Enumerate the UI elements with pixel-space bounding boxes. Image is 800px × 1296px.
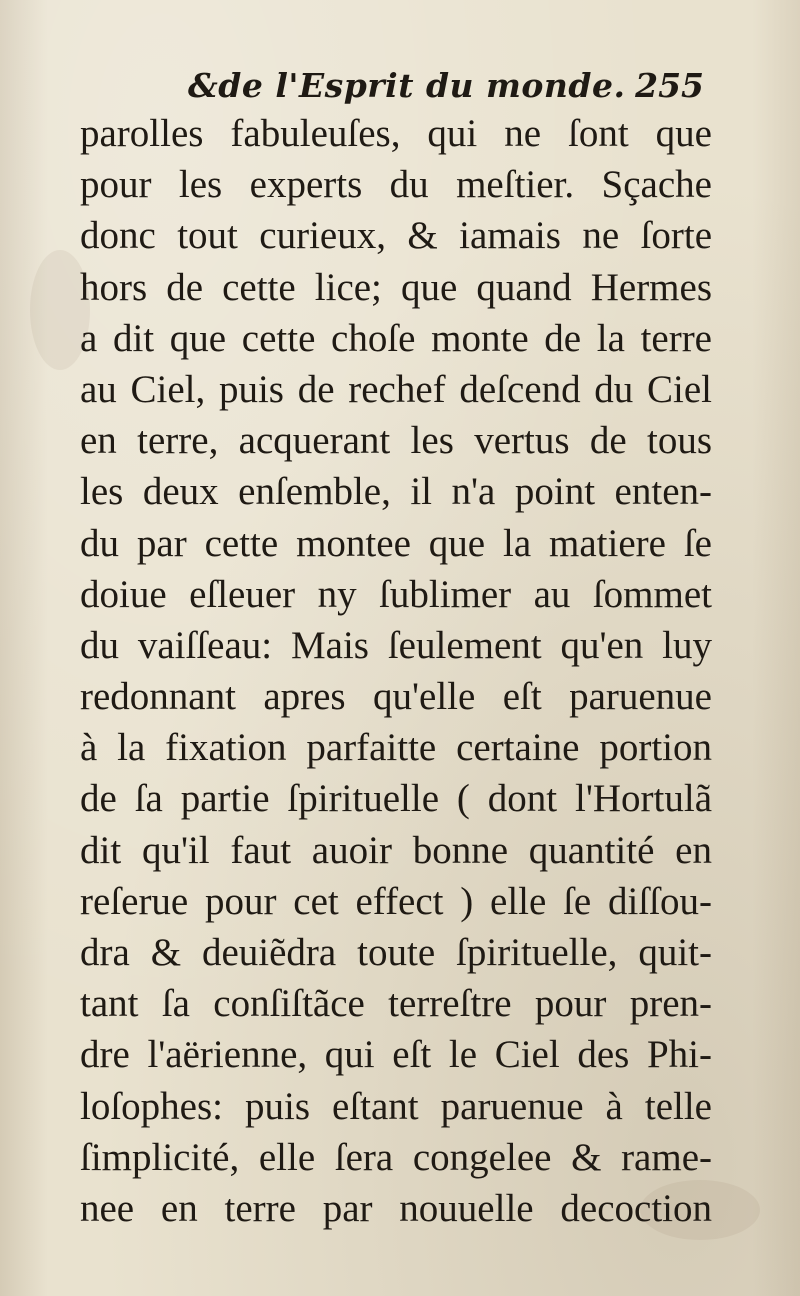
text-line: du par cette montee que la matiere ſe xyxy=(80,521,712,565)
text-line: reſerue pour cet effect ) elle ſe diſſou- xyxy=(80,879,712,923)
text-line: en terre, acquerant les vertus de tous xyxy=(80,419,712,463)
text-line: donc tout curieux, & iamais ne ſorte xyxy=(80,214,712,258)
text-line: nee en terre par nouuelle decoction xyxy=(80,1186,712,1230)
page-number: 255 xyxy=(635,66,704,105)
running-head: &de l'Esprit du monde. xyxy=(188,66,626,105)
text-line: a dit que cette choſe monte de la terre xyxy=(80,316,712,360)
body-text xyxy=(80,108,712,1234)
text-line: loſophes: puis eſtant paruenue à telle xyxy=(80,1084,712,1128)
text-line: dre l'aërienne, qui eſt le Ciel des Phi- xyxy=(80,1033,712,1077)
text-line: du vaiſſeau: Mais ſeulement qu'en luy xyxy=(80,623,712,667)
text-line: dit qu'il faut auoir bonne quantité en xyxy=(80,828,712,872)
text-line: tant ſa conſiſtãce terreſtre pour pren- xyxy=(80,982,712,1026)
text-line: les deux enſemble, il n'a point enten- xyxy=(80,470,712,514)
text-line: au Ciel, puis de rechef deſcend du Ciel xyxy=(80,367,712,411)
text-line: doiue eſleuer ny ſublimer au ſommet xyxy=(80,572,712,616)
text-line: hors de cette lice; que quand Hermes xyxy=(80,265,712,309)
text-line: ſimplicité, elle ſera congelee & rame- xyxy=(80,1135,712,1179)
text-line: redonnant apres qu'elle eſt paruenue xyxy=(80,675,712,719)
text-line: à la fixation parfaitte certaine portion xyxy=(80,726,712,770)
text-line: pour les experts du meſtier. Sçache xyxy=(80,163,712,207)
text-line: parolles fabuleuſes, qui ne ſont que xyxy=(80,112,712,155)
text-line: de ſa partie ſpirituelle ( dont l'Hortulã xyxy=(80,777,712,821)
text-line: dra & deuiẽdra toute ſpirituelle, quit- xyxy=(80,931,712,974)
